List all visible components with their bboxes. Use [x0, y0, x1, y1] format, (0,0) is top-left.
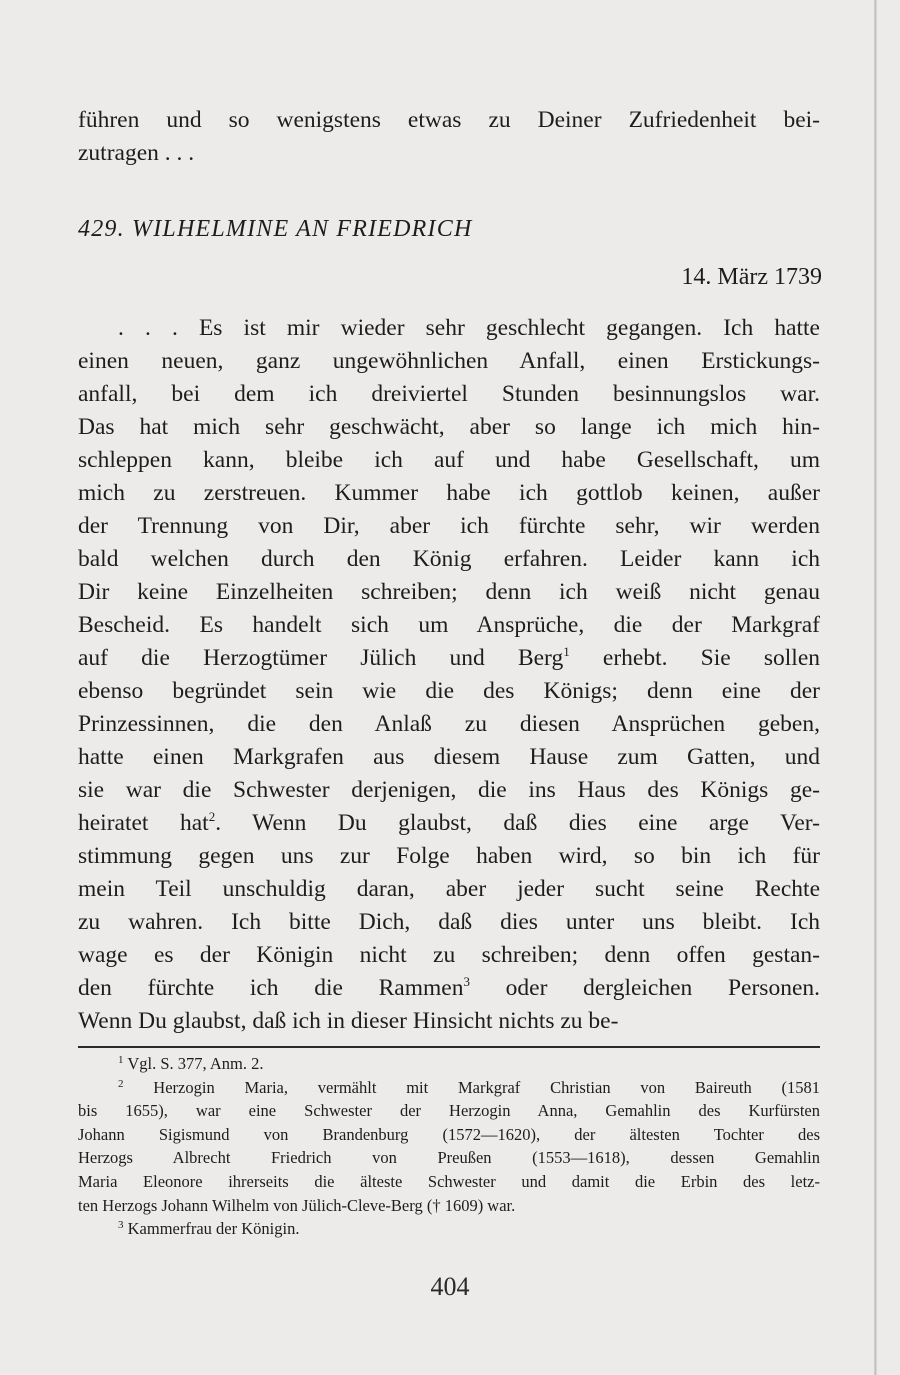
- footnote-text: Herzogin Maria, vermählt mit Markgraf Christian von Baireuth (1581: [153, 1077, 821, 1097]
- text-line: [78, 642, 820, 675]
- footnote-line: [78, 1217, 820, 1241]
- text-span: heiratet hat: [78, 810, 209, 836]
- footnote-text: Vgl. S. 377, Anm. 2.: [127, 1054, 264, 1073]
- footnote-line: [78, 1194, 820, 1218]
- text-line: Wenn Du glaubst, daß ich in dieser Hinsicht nichts zu be-: [78, 1008, 619, 1034]
- text-span: . Wenn Du glaubst, daß dies eine arge Ver-: [215, 810, 820, 836]
- text-line: zu wahren. Ich bitte Dich, daß dies unter uns bleibt. Ich: [78, 909, 820, 935]
- footnote-reference[interactable]: 1: [563, 644, 570, 659]
- text-line: Dir keine Einzelheiten schreiben; denn ich weiß nicht genau: [78, 579, 820, 605]
- footnote-text: Kammerfrau der Königin.: [127, 1219, 300, 1239]
- footnote-text: Johann Sigismund von Brandenburg (1572—1620), der ältesten Tochter des: [78, 1124, 820, 1144]
- text-line: Das hat mich sehr geschwächt, aber so lange ich mich hin-: [78, 414, 820, 440]
- text-line: mein Teil unschuldig daran, aber jeder sucht seine Rechte: [78, 876, 820, 902]
- footnote-reference[interactable]: 3: [463, 974, 470, 989]
- text-line: . . . Es ist mir wieder sehr geschlecht gegangen. Ich hatte: [118, 315, 820, 341]
- footnote-divider: [78, 1046, 820, 1048]
- footnote-line: [78, 1146, 820, 1170]
- text-line: anfall, bei dem ich dreiviertel Stunden besinnungslos war.: [78, 381, 820, 407]
- footnote-line: [78, 1052, 820, 1076]
- letter-date: 14. März 1739: [681, 264, 822, 290]
- text-line: wage es der Königin nicht zu schreiben; denn offen gestan-: [78, 942, 820, 968]
- text-line: ebenso begründet sein wie die des Königs; denn eine der: [78, 678, 820, 704]
- footnote-line: [78, 1099, 820, 1123]
- text-line: bald welchen durch den König erfahren. Leider kann ich: [78, 546, 820, 572]
- letter-heading: [78, 216, 472, 243]
- footnote-text: Herzogs Albrecht Friedrich von Preußen (1553—1618), dessen Gemahlin: [78, 1148, 820, 1168]
- text-line: mich zu zerstreuen. Kummer habe ich gottlob keinen, außer: [78, 480, 820, 506]
- footnote-mark: 1: [118, 1054, 124, 1066]
- footnote-text: ten Herzogs Johann Wilhelm von Jülich-Cleve-Berg († 1609) war.: [78, 1195, 516, 1215]
- page-number: 404: [430, 1272, 470, 1301]
- footnote-mark: 2: [118, 1077, 124, 1090]
- text-line: zutragen . . .: [78, 140, 195, 166]
- text-line: schleppen kann, bleibe ich auf und habe Gesellschaft, um: [78, 447, 820, 473]
- text-line: sie war die Schwester derjenigen, die ins Haus des Königs ge-: [78, 777, 820, 803]
- page-edge: [874, 0, 877, 1375]
- text-span: oder dergleichen Personen.: [469, 975, 821, 1001]
- text-line: [78, 972, 820, 1005]
- text-line: hatte einen Markgrafen aus diesem Hause zum Gatten, und: [78, 744, 820, 770]
- text-line: führen und so wenigstens etwas zu Deiner Zufriedenheit bei-: [78, 107, 820, 133]
- text-line: Prinzessinnen, die den Anlaß zu diesen Ansprüchen geben,: [78, 711, 820, 737]
- footnote-line: [78, 1076, 820, 1100]
- text-line: stimmung gegen uns zur Folge haben wird, so bin ich für: [78, 843, 820, 869]
- text-line: der Trennung von Dir, aber ich fürchte sehr, wir werden: [78, 513, 820, 539]
- text-line: [78, 807, 820, 840]
- text-line: einen neuen, ganz ungewöhnlichen Anfall, einen Erstickungs-: [78, 348, 820, 374]
- intro-paragraph: [78, 104, 820, 170]
- letter-number: 429.: [78, 216, 125, 242]
- letter-body: [78, 312, 820, 1038]
- footnote-mark: 3: [118, 1219, 124, 1232]
- letter-title: WILHELMINE AN FRIEDRICH: [132, 216, 473, 242]
- text-span: auf die Herzogtümer Jülich und Berg: [78, 645, 564, 671]
- text-line: Bescheid. Es handelt sich um Ansprüche, die der Markgraf: [78, 612, 820, 638]
- footnote-line: [78, 1170, 820, 1194]
- footnotes: [78, 1052, 820, 1241]
- footnote-line: [78, 1123, 820, 1147]
- footnote-text: Maria Eleonore ihrerseits die älteste Schwester und damit die Erbin des letz-: [78, 1171, 820, 1191]
- text-span: erhebt. Sie sollen: [569, 645, 820, 671]
- footnote-reference[interactable]: 2: [208, 809, 216, 824]
- text-span: den fürchte ich die Rammen: [78, 975, 464, 1001]
- footnote-text: bis 1655), war eine Schwester der Herzogin Anna, Gemahlin des Kurfürsten: [78, 1101, 820, 1121]
